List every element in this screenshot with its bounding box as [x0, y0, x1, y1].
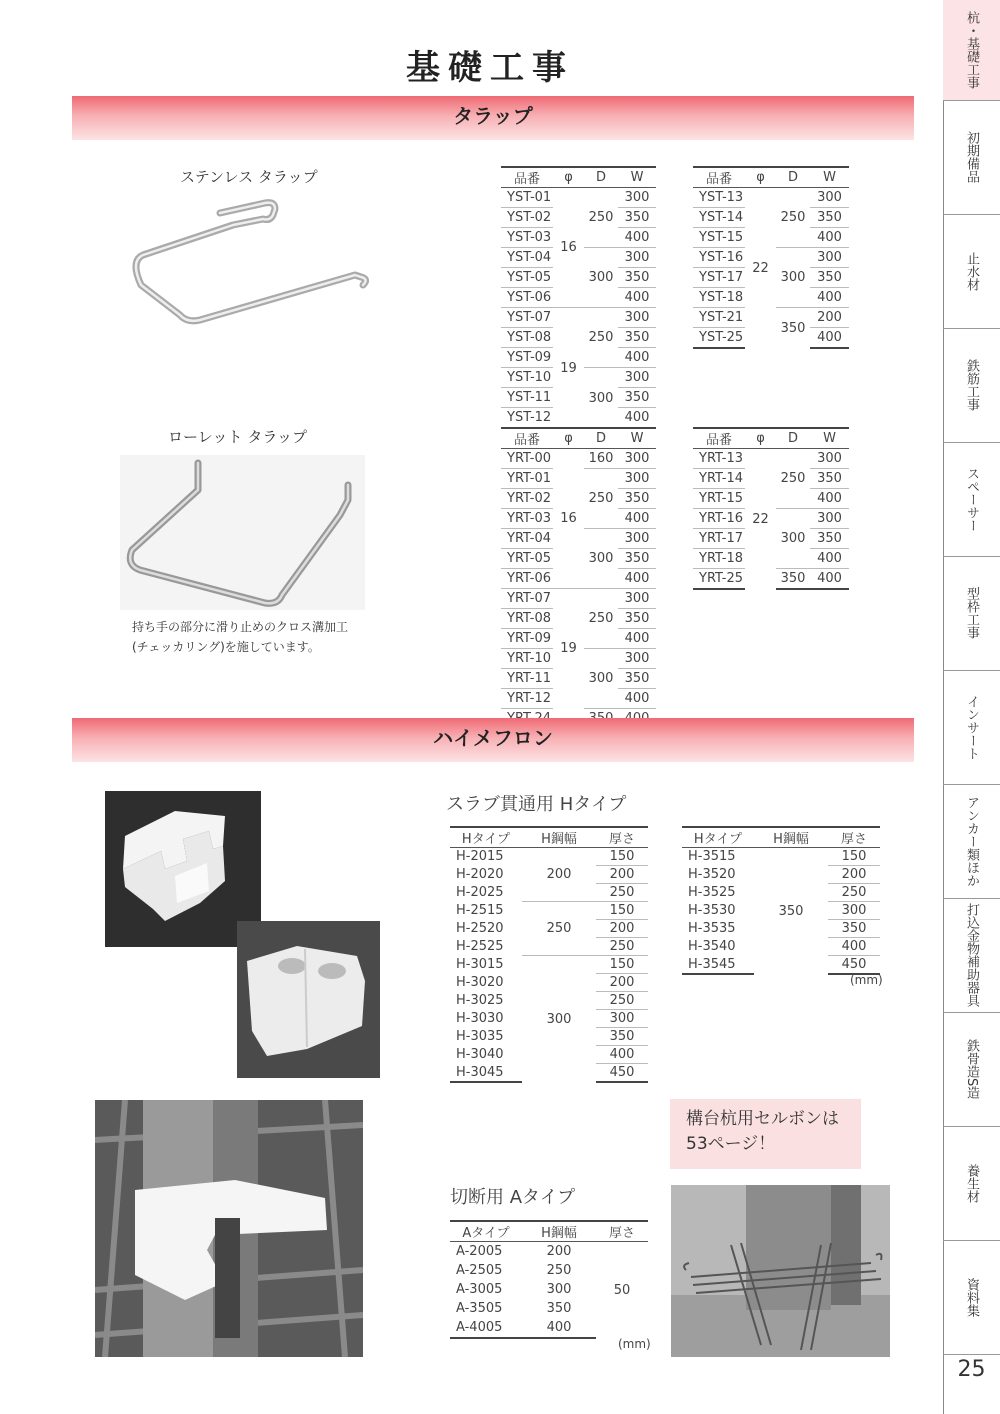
page-number: 25: [957, 1357, 986, 1382]
column-rebar-photo: [95, 1100, 363, 1357]
cellbon-callout: [670, 1099, 861, 1169]
sidebar-item-reference[interactable]: [943, 1240, 1000, 1355]
sidebar-item-waterstop[interactable]: [943, 214, 1000, 329]
product-code: YST-11: [501, 388, 553, 408]
sidebar-item-label: スペーサー: [964, 466, 979, 532]
h-steel-width: 250: [522, 902, 596, 956]
phi-value: 19: [553, 308, 584, 429]
product-code: YRT-17: [693, 529, 745, 549]
product-code: H-3545: [682, 956, 754, 975]
w-value: 350: [618, 328, 656, 348]
product-code: H-3015: [456, 957, 504, 972]
d-value: 300: [584, 529, 618, 589]
product-code: YRT-02: [501, 489, 553, 509]
thickness-value: 150: [596, 902, 648, 920]
w-value: 300: [618, 368, 656, 388]
product-code: YST-03: [501, 228, 553, 248]
sidebar-item-rebar[interactable]: [943, 328, 1000, 443]
knurled-note-line: 持ち手の部分に滑り止めのクロス溝加工: [132, 620, 349, 634]
col-header: φ: [745, 167, 776, 188]
thickness-value: 150: [596, 848, 648, 866]
col-header: D: [584, 428, 618, 449]
col-header: Hタイプ: [450, 827, 522, 848]
col-header: W: [810, 428, 849, 449]
product-code: YST-05: [501, 268, 553, 288]
section-header-haimefuron: [72, 718, 914, 762]
product-code: H-3540: [688, 939, 736, 954]
sidebar-item-insert[interactable]: [943, 670, 1000, 785]
w-value: 300: [618, 248, 656, 268]
product-code: H-3025: [456, 993, 504, 1008]
sidebar-item-steel-structure[interactable]: [943, 1012, 1000, 1127]
h-steel-width: 300: [546, 1282, 572, 1297]
w-value: 350: [618, 489, 656, 509]
stainless-tarappu-image: [125, 195, 375, 335]
product-code: YST-07: [501, 308, 553, 328]
product-code: YRT-05: [501, 549, 553, 569]
section-title: タラップ: [453, 104, 533, 128]
sidebar-item-formwork[interactable]: [943, 556, 1000, 671]
d-value: 300: [776, 248, 810, 308]
slab-h-type-label: スラブ貫通用 Hタイプ: [446, 794, 627, 815]
product-code: H-3535: [688, 921, 736, 936]
product-code: H-2520: [456, 921, 504, 936]
sidebar-item-label: アンカー類ほか: [964, 795, 979, 887]
thickness-value: 50: [613, 1282, 631, 1298]
product-code: YRT-15: [693, 489, 745, 509]
w-value: 400: [810, 549, 849, 569]
product-code: YST-16: [693, 248, 745, 268]
d-value: 300: [584, 248, 618, 308]
product-code: A-3005: [456, 1282, 503, 1297]
d-value: 250: [776, 449, 810, 509]
product-code: A-3505: [456, 1301, 503, 1316]
w-value: 300: [810, 449, 849, 469]
thickness-value: 150: [828, 848, 880, 866]
thickness-value: 450: [828, 956, 880, 975]
phi-value: 16: [560, 511, 577, 526]
callout-line: 53ページ！: [686, 1134, 776, 1154]
w-value: 350: [810, 268, 849, 288]
sidebar-item-spacer[interactable]: [943, 442, 1000, 557]
sidebar-item-hardware[interactable]: [943, 898, 1000, 1013]
w-value: 350: [618, 609, 656, 629]
table-row: [450, 902, 648, 920]
sidebar-item-label: 養生材: [964, 1163, 979, 1203]
sidebar-item-label: 打込金物補助器具: [964, 903, 979, 1007]
h-steel-width: 200: [522, 848, 596, 902]
product-code: YST-17: [693, 268, 745, 288]
product-code: H-3520: [688, 867, 736, 882]
product-code: A-4005: [450, 1318, 522, 1338]
table-row: [501, 449, 656, 469]
knurled-note: [132, 617, 348, 657]
d-value: 160: [584, 449, 618, 469]
thickness-value: 250: [828, 884, 880, 902]
table-row: [450, 848, 648, 866]
col-header: W: [618, 428, 656, 449]
sidebar-item-label: 杭・基礎工事: [964, 11, 979, 89]
thickness-value: 400: [596, 1046, 648, 1064]
page-title: 基礎工事: [406, 48, 574, 88]
product-code: YST-02: [501, 208, 553, 228]
w-value: 350: [618, 208, 656, 228]
thickness-value: 200: [828, 866, 880, 884]
w-value: 350: [618, 268, 656, 288]
thickness-value: 250: [596, 884, 648, 902]
product-code: YRT-14: [693, 469, 745, 489]
d-value: 250: [584, 188, 618, 248]
thickness-value: 400: [828, 938, 880, 956]
table-row: [450, 956, 648, 974]
product-code: H-3030: [456, 1011, 504, 1026]
product-code: H-3045: [450, 1064, 522, 1083]
col-header: W: [618, 167, 656, 188]
w-value: 400: [810, 489, 849, 509]
product-code: YST-25: [693, 328, 745, 349]
h-steel-width: 350: [546, 1301, 572, 1316]
w-value: 300: [810, 509, 849, 529]
product-code: YRT-12: [501, 689, 553, 709]
table-row: [501, 589, 656, 609]
col-header: φ: [553, 428, 584, 449]
unit-label: (mm): [618, 1337, 651, 1351]
col-header: φ: [745, 428, 776, 449]
product-code: YST-01: [501, 188, 553, 208]
w-value: 400: [618, 569, 656, 589]
unit-label: (mm): [850, 973, 883, 987]
d-value: 250: [776, 188, 810, 248]
phi-value: 22: [752, 511, 769, 527]
product-code: YST-12: [501, 408, 553, 429]
w-value: 400: [618, 228, 656, 248]
product-code: YST-18: [693, 288, 745, 308]
w-value: 400: [618, 689, 656, 709]
w-value: 350: [810, 529, 849, 549]
sidebar-item-label: インサート: [964, 694, 979, 760]
w-value: 300: [618, 529, 656, 549]
product-code: YRT-25: [693, 569, 745, 590]
product-code: H-2525: [456, 939, 504, 954]
product-code: H-2515: [456, 903, 504, 918]
h-steel-width: 200: [546, 1244, 572, 1259]
product-code: H-3525: [688, 885, 736, 900]
col-header: 厚さ: [596, 1221, 648, 1242]
d-value: 300: [588, 390, 614, 406]
haimefuron-photo-2: [237, 921, 380, 1078]
product-code: H-3530: [688, 903, 736, 918]
d-value: 250: [584, 308, 618, 368]
h-steel-width: 350: [778, 903, 804, 919]
table-row: [450, 1242, 648, 1262]
w-value: 350: [810, 208, 849, 228]
thickness-value: 200: [596, 866, 648, 884]
product-code: YRT-01: [501, 469, 553, 489]
h-steel-width: 300: [546, 1011, 572, 1027]
cut-a-type-label: 切断用 Aタイプ: [450, 1187, 576, 1208]
product-code: H-2015: [456, 849, 504, 865]
product-code: YST-14: [693, 208, 745, 228]
thickness-value: 250: [596, 992, 648, 1010]
sidebar-item-label: 型枠工事: [964, 587, 979, 639]
w-value: 400: [618, 629, 656, 649]
w-value: 400: [618, 408, 656, 429]
product-code: YRT-16: [693, 509, 745, 529]
thickness-value: 350: [828, 920, 880, 938]
product-code: YRT-04: [501, 529, 553, 549]
sidebar-item-initial-equipment[interactable]: [943, 100, 1000, 215]
w-value: 300: [618, 469, 656, 489]
h-type-table-left: [450, 826, 648, 1083]
col-header: φ: [553, 167, 584, 188]
product-code: YST-04: [501, 248, 553, 268]
product-code: H-3035: [456, 1029, 504, 1044]
w-value: 400: [810, 288, 849, 308]
product-code: YRT-08: [501, 609, 553, 629]
product-code: YST-09: [501, 348, 553, 368]
col-header: Aタイプ: [450, 1221, 522, 1242]
d-value: 350: [780, 320, 806, 336]
d-value: 300: [584, 649, 618, 709]
thickness-value: 450: [596, 1064, 648, 1083]
col-header: D: [776, 167, 810, 188]
tarappu-install-photo: [671, 1185, 890, 1357]
w-value: 350: [618, 669, 656, 689]
w-value: 300: [618, 449, 656, 469]
h-steel-width: 400: [522, 1318, 596, 1338]
product-code: YRT-00: [501, 449, 553, 469]
product-code: YRT-13: [693, 449, 745, 469]
knurled-label: ローレット タラップ: [168, 428, 308, 446]
product-code: H-3515: [688, 849, 736, 865]
col-header: W: [810, 167, 849, 188]
thickness-value: 200: [596, 920, 648, 938]
w-value: 400: [810, 228, 849, 248]
col-header: H鋼幅: [522, 1221, 596, 1242]
sidebar-item-foundation[interactable]: [943, 0, 1000, 101]
product-code: YST-15: [693, 228, 745, 248]
w-value: 300: [618, 589, 656, 609]
table-row: [501, 188, 656, 208]
col-header: H鋼幅: [522, 827, 596, 848]
a-type-table: [450, 1220, 648, 1339]
col-header: 品番: [501, 428, 553, 449]
col-header: D: [776, 428, 810, 449]
w-value: 300: [810, 188, 849, 208]
w-value: 300: [810, 248, 849, 268]
product-code: YRT-10: [501, 649, 553, 669]
product-code: YRT-09: [501, 629, 553, 649]
col-header: H鋼幅: [754, 827, 828, 848]
product-code: YRT-11: [501, 669, 553, 689]
section-header-tarappu: [72, 96, 914, 140]
w-value: 350: [810, 469, 849, 489]
w-value: 300: [618, 308, 656, 328]
product-code: H-3040: [456, 1047, 504, 1062]
sidebar-item-label: 資料集: [964, 1277, 979, 1317]
sidebar-item-label: 初期備品: [964, 131, 979, 183]
sidebar-item-curing[interactable]: [943, 1126, 1000, 1241]
yrt-table-left: [501, 427, 656, 730]
col-header: 厚さ: [596, 827, 648, 848]
d-value: 350: [776, 569, 810, 590]
table-row: [693, 449, 849, 469]
phi-value: 16: [560, 240, 577, 255]
knurled-note-line: (チェッカリング)を施しています。: [132, 640, 320, 654]
product-code: H-2020: [456, 867, 504, 882]
phi-value: 19: [553, 589, 584, 709]
phi-value: 22: [752, 260, 769, 276]
stainless-label: ステンレス タラップ: [180, 168, 318, 186]
product-code: H-2025: [456, 885, 504, 900]
sidebar-item-label: 鉄筋工事: [964, 359, 979, 411]
product-code: H-3020: [456, 975, 504, 990]
table-row: [682, 848, 880, 866]
w-value: 200: [810, 308, 849, 328]
table-row: [693, 188, 849, 208]
product-code: YRT-18: [693, 549, 745, 569]
product-code: YST-13: [693, 188, 745, 208]
w-value: 350: [618, 549, 656, 569]
sidebar-item-anchor[interactable]: [943, 784, 1000, 899]
d-value: 250: [584, 589, 618, 649]
thickness-value: 200: [596, 974, 648, 992]
product-code: YST-10: [501, 368, 553, 388]
col-header: Hタイプ: [682, 827, 754, 848]
product-code: YST-21: [693, 308, 745, 328]
yst-table-left: [501, 166, 656, 429]
section-title: ハイメフロン: [433, 726, 553, 750]
knurled-tarappu-image: [120, 455, 365, 610]
sidebar-item-label: 止水材: [964, 251, 979, 291]
col-header: 品番: [693, 428, 745, 449]
product-code: YST-06: [501, 288, 553, 308]
callout-line: 構台杭用セルボンは: [686, 1109, 839, 1129]
product-code: YRT-07: [501, 589, 553, 609]
w-value: 400: [810, 569, 849, 590]
w-value: 400: [618, 348, 656, 368]
w-value: 300: [618, 188, 656, 208]
product-code: YRT-03: [501, 509, 553, 529]
sidebar-item-label: 鉄骨造S造: [964, 1038, 979, 1100]
h-type-table-right: [682, 826, 880, 975]
table-row: [501, 308, 656, 328]
product-code: A-2005: [456, 1244, 503, 1259]
w-value: 350: [618, 388, 656, 408]
thickness-value: 250: [596, 938, 648, 956]
h-steel-width: 250: [546, 1263, 572, 1278]
w-value: 300: [618, 649, 656, 669]
product-code: YRT-06: [501, 569, 553, 589]
product-code: A-2505: [456, 1263, 503, 1278]
thickness-value: 150: [596, 956, 648, 974]
w-value: 400: [618, 509, 656, 529]
thickness-value: 300: [828, 902, 880, 920]
col-header: 厚さ: [828, 827, 880, 848]
yst-table-right: [693, 166, 849, 349]
thickness-value: 350: [596, 1028, 648, 1046]
col-header: D: [584, 167, 618, 188]
thickness-value: 300: [596, 1010, 648, 1028]
w-value: 400: [810, 328, 849, 349]
d-value: 300: [776, 509, 810, 569]
col-header: 品番: [693, 167, 745, 188]
w-value: 400: [618, 288, 656, 308]
d-value: 250: [584, 469, 618, 529]
yrt-table-right: [693, 427, 849, 590]
product-code: YST-08: [501, 328, 553, 348]
col-header: 品番: [501, 167, 553, 188]
